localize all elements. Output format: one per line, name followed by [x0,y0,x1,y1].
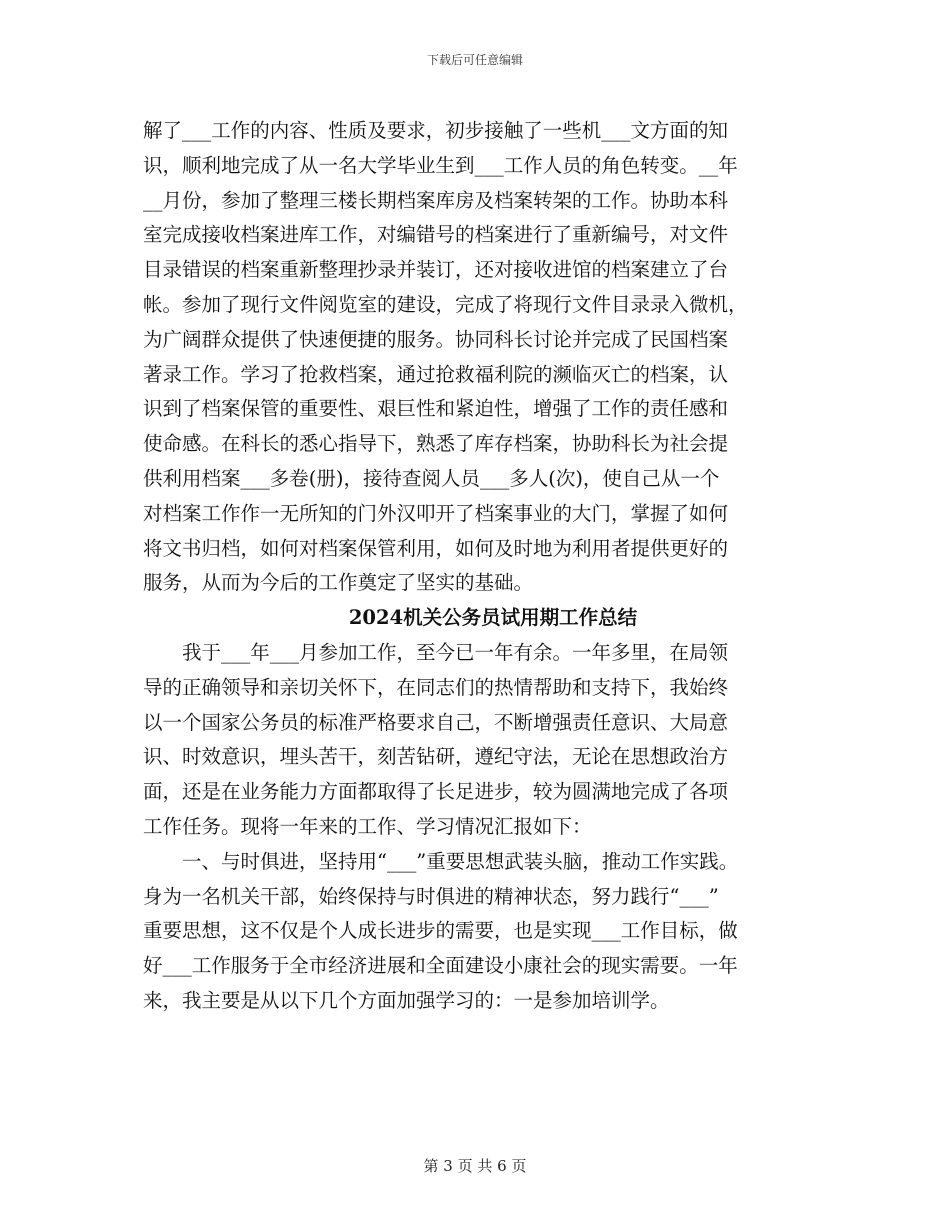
text-line: 来，我主要是从以下几个方面加强学习的：一是参加培训学。 [143,988,670,1012]
text-line: 对档案工作作一无所知的门外汉叩开了档案事业的大门，掌握了如何 [143,501,729,525]
text-line: 识、时效意识，埋头苦干，刻苦钻研，遵纪守法，无论在思想政治方 [143,745,729,769]
text-line: 为广阔群众提供了快速便捷的服务。协同科长讨论并完成了民国档案 [143,327,729,351]
text-line: 好___工作服务于全市经济进展和全面建设小康社会的现实需要。一年 [143,954,738,978]
text-line: 服务，从而为今后的工作奠定了坚实的基础。 [143,571,534,595]
paragraph-continued [143,114,823,601]
paragraph-point-1 [143,845,823,1019]
text-line: 帐。参加了现行文件阅览室的建设，完成了将现行文件目录录入微机， [143,292,748,316]
text-line: 供利用档案___多卷(册)，接待查阅人员___多人(次)，使自己从一个 [143,466,720,490]
text-line: 识到了档案保管的重要性、艰巨性和紧迫性，增强了工作的责任感和 [143,397,729,421]
text-line: 重要思想，这不仅是个人成长进步的需要，也是实现___工作目标，做 [143,919,738,943]
paragraph-intro [143,636,823,845]
text-line: __月份，参加了整理三楼长期档案库房及档案转架的工作。协助本科 [143,188,729,212]
text-line: 导的正确领导和亲切关怀下，在同志们的热情帮助和支持下，我始终 [143,675,729,699]
text-line: 一、与时俱进，坚持用“___”重要思想武装头脑，推动工作实践。 [143,849,739,873]
text-line: 我于___年___月参加工作，至今已一年有余。一年多里，在局领 [143,640,729,664]
page-footer: 第 3 页 共 6 页 [423,1157,527,1175]
text-line: 以一个国家公务员的标准严格要求自己，不断增强责任意识、大局意 [143,710,729,734]
text-line: 工作任务。现将一年来的工作、学习情况汇报如下： [143,814,592,838]
text-line: 室完成接收档案进库工作，对编错号的档案进行了重新编号，对文件 [143,223,729,247]
text-line: 使命感。在科长的悉心指导下，熟悉了库存档案，协助科长为社会提 [143,432,729,456]
text-line: 将文书归档，如何对档案保管利用，如何及时地为利用者提供更好的 [143,536,729,560]
text-line: 著录工作。学习了抢救档案，通过抢救福利院的濒临灭亡的档案，认 [143,362,729,386]
text-line: 解了___工作的内容、性质及要求，初步接触了一些机___文方面的知 [143,119,729,142]
text-line: 目录错误的档案重新整理抄录并装订，还对接收进馆的档案建立了台 [143,258,729,282]
document-body [143,114,823,1019]
text-line: 身为一名机关干部，始终保持与时俱进的精神状态，努力践行“___” [143,884,719,908]
text-line: 识，顺利地完成了从一名大学毕业生到___工作人员的角色转变。__年 [143,153,738,177]
page-header: 下载后可任意编辑 [426,53,523,67]
text-line: 面，还是在业务能力方面都取得了长足进步，较为圆满地完成了各项 [143,780,729,804]
section-title: 2024机关公务员试用期工作总结 [348,606,638,630]
